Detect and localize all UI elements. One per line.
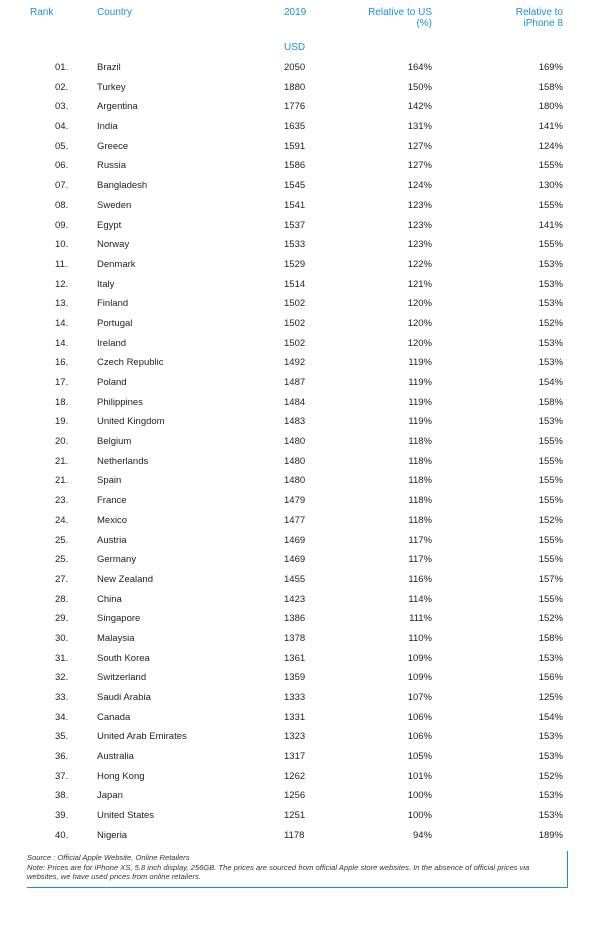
rank-cell: 36. xyxy=(55,751,69,763)
relative-iphone-cell: 158% xyxy=(538,632,563,644)
price-cell: 1361 xyxy=(284,652,306,664)
relative-iphone-cell: 153% xyxy=(538,810,563,822)
rank-cell: 07. xyxy=(55,180,69,192)
table-row xyxy=(0,434,616,454)
country-cell: Canada xyxy=(97,711,131,723)
country-cell: Japan xyxy=(97,790,123,802)
relative-iphone-cell: 124% xyxy=(538,140,563,152)
table-row xyxy=(0,710,616,730)
relative-iphone-cell: 158% xyxy=(538,396,563,408)
relative-iphone-cell: 152% xyxy=(538,770,563,782)
relative-us-cell: 120% xyxy=(407,337,432,349)
rank-cell: 02. xyxy=(55,81,69,93)
price-cell: 1483 xyxy=(284,416,306,428)
price-cell: 1323 xyxy=(284,731,306,743)
country-cell: Sweden xyxy=(97,199,132,211)
relative-us-cell: 119% xyxy=(408,377,432,388)
table-row xyxy=(0,336,616,356)
table-row xyxy=(0,611,616,631)
table-row xyxy=(0,493,616,513)
relative-us-cell: 123% xyxy=(407,199,432,211)
relative-iphone-cell: 141% xyxy=(538,219,563,231)
table-row xyxy=(0,139,616,159)
relative-us-cell: 142% xyxy=(407,101,432,113)
price-cell: 1480 xyxy=(284,436,306,448)
rank-cell: 27. xyxy=(55,573,69,585)
relative-iphone-cell: 155% xyxy=(538,239,563,251)
table-row xyxy=(0,808,616,828)
rank-cell: 09. xyxy=(55,219,69,231)
rank-cell: 33. xyxy=(55,692,69,703)
country-cell: France xyxy=(97,495,127,507)
table-row xyxy=(0,788,616,808)
relative-iphone-cell: 155% xyxy=(538,199,563,211)
relative-us-cell: 127% xyxy=(407,140,432,152)
column-header-country: Country xyxy=(97,7,133,18)
price-cell: 1469 xyxy=(284,554,306,566)
table-row xyxy=(0,670,616,690)
rank-cell: 10. xyxy=(55,239,69,251)
rank-cell: 28. xyxy=(55,593,69,605)
table-row xyxy=(0,198,616,218)
relative-us-cell: 109% xyxy=(407,672,432,684)
relative-iphone-cell: 154% xyxy=(538,711,563,723)
table-row xyxy=(0,119,616,139)
table-row xyxy=(0,749,616,769)
relative-iphone-cell: 155% xyxy=(538,593,563,605)
relative-iphone-cell: 153% xyxy=(538,298,563,310)
rank-cell: 11. xyxy=(55,258,68,270)
relative-us-cell: 123% xyxy=(407,219,432,231)
country-cell: Belgium xyxy=(97,436,132,448)
rank-cell: 38. xyxy=(55,790,69,802)
relative-iphone-cell: 155% xyxy=(538,475,563,487)
table-row xyxy=(0,80,616,100)
pricing-note: Note: Prices are for iPhone XS, 5.8 inch display, 256GB. The prices are sourced from official Apple store websites. In the absence of official prices via websites, we have used prices from online retailers. xyxy=(27,862,530,882)
relative-iphone-cell: 154% xyxy=(538,377,563,388)
relative-iphone-cell: 180% xyxy=(538,101,563,113)
table-row xyxy=(0,552,616,572)
relative-us-cell: 164% xyxy=(407,62,432,73)
table-row xyxy=(0,178,616,198)
table-row xyxy=(0,277,616,297)
price-cell: 1514 xyxy=(284,278,306,290)
relative-us-cell: 120% xyxy=(407,317,432,329)
country-cell: Singapore xyxy=(97,613,141,625)
table-row xyxy=(0,533,616,553)
relative-iphone-cell: 169% xyxy=(538,62,563,73)
relative-us-cell: 127% xyxy=(407,160,432,172)
country-cell: Italy xyxy=(97,278,115,290)
country-cell: Poland xyxy=(97,377,127,388)
relative-us-cell: 106% xyxy=(407,711,432,723)
table-row xyxy=(0,769,616,789)
relative-us-cell: 118% xyxy=(408,475,432,487)
source-note: Source : Official Apple Website, Online Retailers xyxy=(27,853,190,862)
relative-us-cell: 122% xyxy=(407,258,432,270)
country-cell: Malaysia xyxy=(97,632,135,644)
rank-cell: 14. xyxy=(55,317,69,329)
rank-cell: 39. xyxy=(55,810,69,822)
country-cell: Germany xyxy=(97,554,137,566)
price-cell: 1386 xyxy=(284,613,306,625)
relative-iphone-cell: 153% xyxy=(538,278,563,290)
table-row xyxy=(0,99,616,119)
country-cell: Mexico xyxy=(97,514,128,526)
price-cell: 1317 xyxy=(284,751,306,763)
rank-cell: 40. xyxy=(55,829,69,841)
table-row xyxy=(0,828,616,848)
country-cell: China xyxy=(97,593,122,605)
relative-iphone-cell: 152% xyxy=(538,317,563,329)
relative-iphone-cell: 155% xyxy=(538,554,563,566)
rank-cell: 16. xyxy=(55,357,69,369)
price-cell: 1479 xyxy=(284,495,306,507)
country-cell: Norway xyxy=(97,239,130,251)
table-row xyxy=(0,729,616,749)
rank-cell: 08. xyxy=(55,199,69,211)
rank-cell: 19. xyxy=(55,416,69,428)
rank-cell: 29. xyxy=(55,613,69,625)
table-row xyxy=(0,572,616,592)
relative-us-cell: 114% xyxy=(408,593,432,605)
table-row xyxy=(0,316,616,336)
price-cell: 1635 xyxy=(284,121,306,133)
rank-cell: 31. xyxy=(55,652,69,664)
country-cell: Austria xyxy=(97,534,127,546)
relative-iphone-cell: 152% xyxy=(538,613,563,625)
relative-us-cell: 121% xyxy=(407,278,432,290)
rank-cell: 18. xyxy=(55,396,69,408)
country-cell: Australia xyxy=(97,751,134,763)
country-cell: Brazil xyxy=(97,62,121,73)
relative-iphone-cell: 155% xyxy=(538,455,563,467)
relative-us-cell: 94% xyxy=(412,829,432,841)
price-cell: 1423 xyxy=(284,593,306,605)
relative-us-cell: 118% xyxy=(408,436,432,448)
table-row xyxy=(0,257,616,277)
column-header-rank: Rank xyxy=(30,7,54,18)
rank-cell: 24. xyxy=(55,514,69,526)
relative-iphone-cell: 158% xyxy=(538,81,563,93)
table-row xyxy=(0,690,616,710)
relative-us-cell: 120% xyxy=(407,298,432,310)
rank-cell: 35. xyxy=(55,731,69,743)
price-cell: 1484 xyxy=(284,396,306,408)
rank-cell: 12. xyxy=(55,278,69,290)
country-cell: Ireland xyxy=(97,337,127,349)
table-row xyxy=(0,592,616,612)
relative-us-cell: 116% xyxy=(408,573,432,585)
relative-us-cell: 119% xyxy=(408,357,432,369)
relative-us-cell: 117% xyxy=(408,554,432,566)
relative-us-cell: 100% xyxy=(407,810,432,822)
price-cell: 1880 xyxy=(284,81,306,93)
price-cell: 1502 xyxy=(284,317,306,329)
price-cell: 1529 xyxy=(284,258,306,270)
price-cell: 1502 xyxy=(284,337,306,349)
rank-cell: 25. xyxy=(55,534,69,546)
relative-iphone-cell: 153% xyxy=(538,751,563,763)
relative-us-cell: 119% xyxy=(408,416,432,428)
price-cell: 1487 xyxy=(284,377,306,388)
rank-cell: 06. xyxy=(55,160,69,172)
relative-iphone-cell: 156% xyxy=(538,672,563,684)
price-cell: 1537 xyxy=(284,219,306,231)
country-cell: Egypt xyxy=(97,219,122,231)
country-cell: Czech Republic xyxy=(97,357,164,369)
price-cell: 1178 xyxy=(284,829,305,841)
relative-iphone-cell: 157% xyxy=(538,573,563,585)
country-cell: India xyxy=(97,121,118,133)
price-cell: 2050 xyxy=(284,62,306,73)
table-row xyxy=(0,454,616,474)
relative-us-cell: 111% xyxy=(409,613,432,625)
price-cell: 1502 xyxy=(284,298,306,310)
country-cell: Switzerland xyxy=(97,672,147,684)
price-table xyxy=(0,60,616,848)
price-cell: 1545 xyxy=(284,180,306,192)
country-cell: Hong Kong xyxy=(97,770,145,782)
country-cell: Saudi Arabia xyxy=(97,692,151,703)
relative-us-cell: 110% xyxy=(408,632,432,644)
price-cell: 1331 xyxy=(284,711,306,723)
relative-iphone-cell: 153% xyxy=(538,357,563,369)
relative-us-cell: 109% xyxy=(407,652,432,664)
price-cell: 1251 xyxy=(284,810,306,822)
rank-cell: 21. xyxy=(55,455,69,467)
country-cell: Denmark xyxy=(97,258,136,270)
relative-us-cell: 124% xyxy=(407,180,432,192)
country-cell: Finland xyxy=(97,298,129,310)
relative-us-cell: 118% xyxy=(408,455,432,467)
relative-iphone-cell: 189% xyxy=(538,829,563,841)
country-cell: Netherlands xyxy=(97,455,149,467)
relative-iphone-cell: 155% xyxy=(538,534,563,546)
relative-iphone-cell: 153% xyxy=(538,337,563,349)
country-cell: Philippines xyxy=(97,396,143,408)
table-row xyxy=(0,158,616,178)
table-row xyxy=(0,296,616,316)
rank-cell: 25. xyxy=(55,554,69,566)
rank-cell: 17. xyxy=(55,377,69,388)
price-cell: 1492 xyxy=(284,357,306,369)
relative-iphone-cell: 125% xyxy=(538,692,563,703)
price-cell: 1776 xyxy=(284,101,306,113)
relative-us-cell: 101% xyxy=(407,770,432,782)
column-header-year: 2019 xyxy=(284,7,307,18)
relative-us-cell: 117% xyxy=(408,534,432,546)
price-cell: 1256 xyxy=(284,790,306,802)
relative-us-cell: 106% xyxy=(407,731,432,743)
country-cell: United States xyxy=(97,810,155,822)
price-cell: 1586 xyxy=(284,160,306,172)
table-row xyxy=(0,395,616,415)
table-row xyxy=(0,218,616,238)
price-cell: 1469 xyxy=(284,534,306,546)
currency-label: USD xyxy=(284,42,306,53)
country-cell: Argentina xyxy=(97,101,138,113)
country-cell: Spain xyxy=(97,475,122,487)
country-cell: South Korea xyxy=(97,652,150,664)
price-cell: 1477 xyxy=(284,514,306,526)
country-cell: Greece xyxy=(97,140,129,152)
table-row xyxy=(0,473,616,493)
relative-us-cell: 131% xyxy=(407,121,432,133)
relative-iphone-cell: 153% xyxy=(538,731,563,743)
relative-us-cell: 118% xyxy=(408,514,432,526)
rank-cell: 20. xyxy=(55,436,69,448)
price-cell: 1591 xyxy=(284,140,306,152)
price-cell: 1541 xyxy=(284,199,306,211)
country-cell: Turkey xyxy=(97,81,126,93)
price-cell: 1455 xyxy=(284,573,306,585)
relative-us-cell: 107% xyxy=(407,692,432,703)
price-cell: 1359 xyxy=(284,672,306,684)
rank-cell: 13. xyxy=(55,298,69,310)
relative-iphone-cell: 155% xyxy=(538,495,563,507)
relative-us-cell: 118% xyxy=(408,495,432,507)
country-cell: Portugal xyxy=(97,317,133,329)
rank-cell: 30. xyxy=(55,632,69,644)
price-cell: 1480 xyxy=(284,475,306,487)
relative-us-cell: 150% xyxy=(407,81,432,93)
rank-cell: 01. xyxy=(55,62,69,73)
relative-iphone-cell: 153% xyxy=(538,652,563,664)
relative-iphone-cell: 153% xyxy=(538,258,563,270)
country-cell: Nigeria xyxy=(97,829,128,841)
rank-cell: 34. xyxy=(55,711,69,723)
table-row xyxy=(0,60,616,80)
price-cell: 1533 xyxy=(284,239,306,251)
country-cell: Russia xyxy=(97,160,127,172)
rank-cell: 04. xyxy=(55,121,69,133)
country-cell: New Zealand xyxy=(97,573,153,585)
price-cell: 1262 xyxy=(284,770,306,782)
country-cell: United Kingdom xyxy=(97,416,165,428)
country-cell: United Arab Emirates xyxy=(97,731,187,743)
relative-iphone-cell: 153% xyxy=(538,416,563,428)
price-cell: 1378 xyxy=(284,632,306,644)
rank-cell: 05. xyxy=(55,140,69,152)
column-header-relative-to-iphone8: Relative to iPhone 8 xyxy=(515,7,563,29)
rank-cell: 37. xyxy=(55,770,69,782)
rank-cell: 03. xyxy=(55,101,69,113)
rank-cell: 21. xyxy=(55,475,69,487)
relative-us-cell: 100% xyxy=(407,790,432,802)
relative-iphone-cell: 141% xyxy=(538,121,563,133)
rank-cell: 32. xyxy=(55,672,69,684)
relative-iphone-cell: 155% xyxy=(538,160,563,172)
relative-iphone-cell: 152% xyxy=(538,514,563,526)
column-header-relative-to-us: Relative to US (%) xyxy=(368,7,432,29)
price-cell: 1480 xyxy=(284,455,306,467)
table-row xyxy=(0,237,616,257)
relative-iphone-cell: 130% xyxy=(538,180,563,192)
relative-us-cell: 105% xyxy=(407,751,432,763)
rank-cell: 23. xyxy=(55,495,69,507)
table-row xyxy=(0,651,616,671)
relative-iphone-cell: 155% xyxy=(538,436,563,448)
rank-cell: 14. xyxy=(55,337,69,349)
table-row xyxy=(0,631,616,651)
table-row xyxy=(0,513,616,533)
table-row xyxy=(0,414,616,434)
price-cell: 1333 xyxy=(284,692,306,703)
relative-us-cell: 123% xyxy=(407,239,432,251)
relative-iphone-cell: 153% xyxy=(538,790,563,802)
table-row xyxy=(0,375,616,395)
table-row xyxy=(0,355,616,375)
relative-us-cell: 119% xyxy=(408,396,432,408)
country-cell: Bangladesh xyxy=(97,180,148,192)
